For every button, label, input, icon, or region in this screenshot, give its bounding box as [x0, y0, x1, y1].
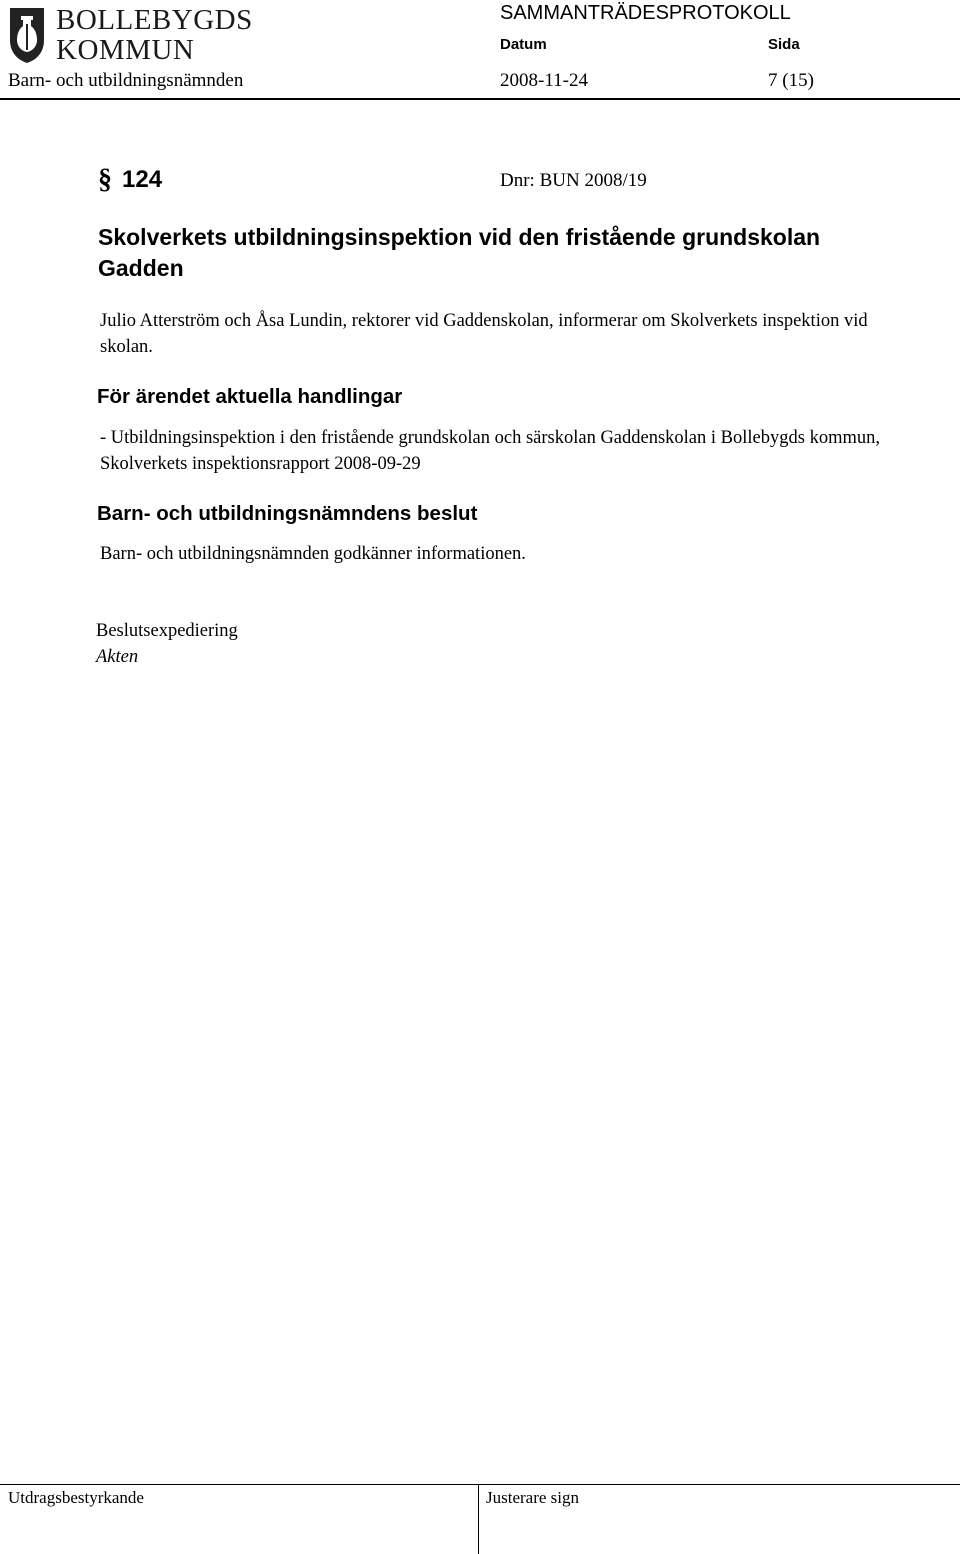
- paragraph-number: 124: [122, 166, 163, 193]
- case-number: Dnr: BUN 2008/19: [500, 170, 647, 191]
- committee-name: Barn- och utbildningsnämnden: [8, 70, 244, 91]
- municipal-crest-icon: [8, 6, 46, 64]
- documents-heading: För ärendet aktuella handlingar: [97, 385, 403, 408]
- meeting-date: 2008-11-24: [500, 70, 588, 91]
- footer-divider: [478, 1484, 479, 1554]
- logo-wordmark: [56, 6, 253, 65]
- footer-rule: [0, 1484, 960, 1485]
- adjuster-sign-label: Justerare sign: [486, 1488, 580, 1507]
- page-label: Sida: [768, 36, 800, 53]
- logo-line-1: BOLLEBYGDS: [56, 4, 253, 36]
- certification-label: Utdragsbestyrkande: [8, 1488, 144, 1507]
- municipality-logo: [8, 4, 253, 66]
- decision-heading: Barn- och utbildningsnämndens beslut: [97, 502, 478, 525]
- distribution-block: [96, 618, 238, 670]
- logo-line-2: KOMMUN: [56, 34, 195, 66]
- documents-item: - Utbildningsinspektion i den fristående grundskolan och särskolan Gaddenskolan i Bollebygds kommun, Skolverkets inspektionsrapport 2008-09-29: [100, 428, 880, 474]
- paragraph-row: [98, 164, 858, 200]
- page-number: 7 (15): [768, 70, 814, 91]
- section-sign: §: [98, 164, 112, 195]
- decision-text: Barn- och utbildningsnämnden godkänner informationen.: [100, 544, 526, 564]
- item-title: Skolverkets utbildningsinspektion vid den fristående grundskolan Gadden: [98, 224, 821, 281]
- date-label: Datum: [500, 36, 547, 53]
- header-rule: [0, 98, 960, 100]
- document-type: SAMMANTRÄDESPROTOKOLL: [500, 2, 791, 24]
- intro-text: Julio Atterström och Åsa Lundin, rektorer vid Gaddenskolan, informerar om Skolverkets inspektion vid skolan.: [100, 311, 868, 357]
- distribution-label: Beslutsexpediering: [96, 621, 238, 641]
- distribution-recipient: Akten: [96, 647, 139, 667]
